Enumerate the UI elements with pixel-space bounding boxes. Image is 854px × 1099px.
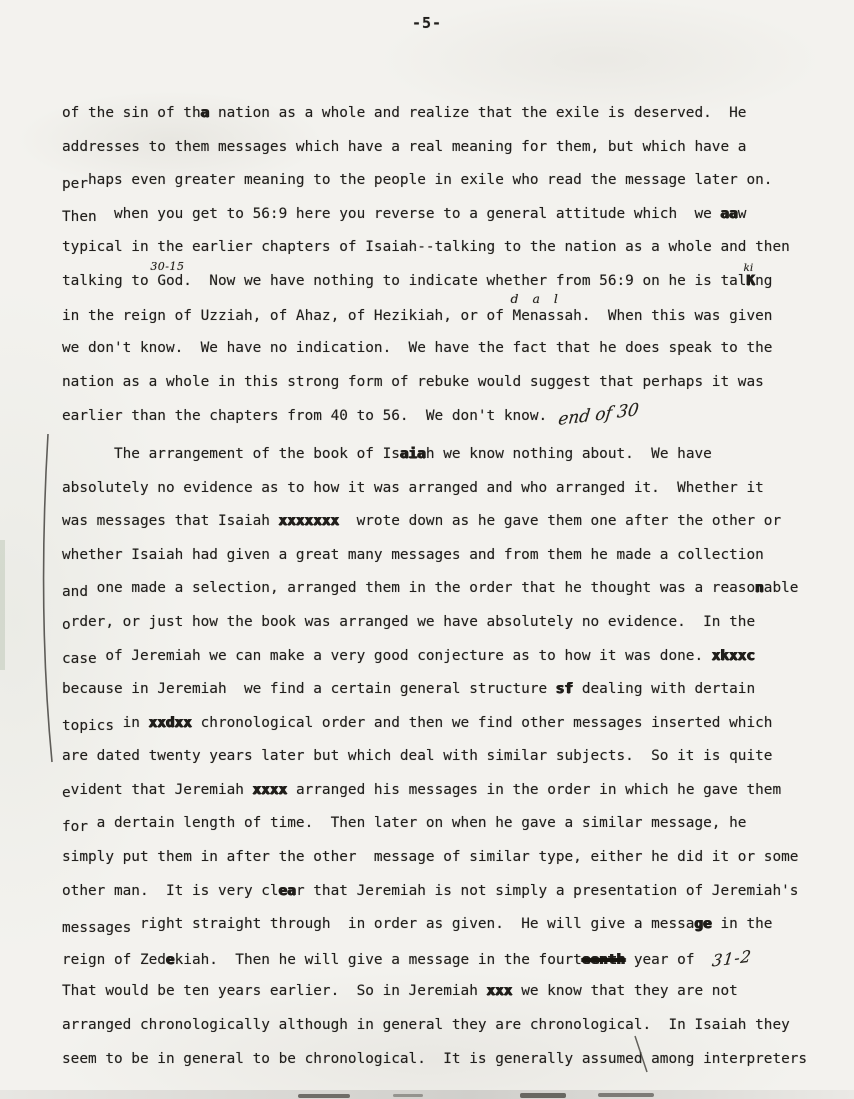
text-segment: K [746, 272, 756, 289]
text-segment: in the [711, 916, 773, 933]
scan-smudge [520, 1093, 566, 1098]
text-segment: when you get to 56:9 here you reverse to a general attitude which we [96, 205, 721, 222]
text-segment: nation as a whole in this strong form of rebuke would suggest that perhaps it was [62, 373, 764, 390]
document-line [62, 131, 808, 165]
text-segment: absolutely no evidence as to how it was arranged and who arranged it. Whether it [62, 479, 764, 496]
text-segment: Menassah. When this was given [512, 307, 773, 324]
scan-smudge [298, 1094, 350, 1098]
text-segment: and [62, 583, 88, 600]
document-line: talking to 30-15God. Now we have nothing to indicate whether from 56:9 on he is talkiKng [62, 259, 773, 289]
text-segment: chronological order and then we find other messages inserted which [191, 714, 773, 731]
handwritten-annotation: 31-2 [710, 946, 753, 971]
document-line [62, 438, 808, 472]
text-segment: of the sin of th [62, 105, 201, 121]
margin-pen-stroke [36, 428, 60, 768]
text-segment: in [113, 714, 149, 731]
document-line [62, 572, 808, 606]
text-segment: whether Isaiah had given a great many messages and from them he made a collection [62, 546, 764, 563]
text-segment: a dertain length of time. Then later on when he gave a similar message, he [88, 815, 747, 832]
text-segment: arranged chronologically although in general they are chronological. In Isaiah they [62, 1017, 790, 1034]
text-segment: other man. It is very cl [62, 882, 279, 899]
document-line [62, 841, 808, 875]
document-line [62, 198, 808, 232]
text-segment: in the reign of Uzziah, of Ahaz, of Hezikiah, or of [62, 307, 513, 324]
text-segment: a [200, 105, 210, 121]
text-segment: was messages that Isaiah [62, 513, 279, 530]
document-line: in the reign of Uzziah, of Ahaz, of Hezikiah, or of d a lMenassah. When this was given [62, 290, 773, 324]
text-segment: rder, or just how the book was arranged we have absolutely no evidence. In the [70, 613, 756, 630]
text-segment: sf [555, 681, 574, 698]
handwritten-annotation: end of 30 [556, 400, 640, 431]
text-segment: seem to be in general to be chronological. It is generally assumed among interpreters [62, 1050, 808, 1067]
text-segment: aa [720, 205, 738, 222]
document-line [62, 673, 808, 707]
document-line [62, 975, 808, 1009]
text-segment: reign of Zed [62, 951, 166, 968]
text-segment: xxxx [252, 781, 288, 798]
document-line [62, 164, 808, 198]
text-segment: o [62, 617, 71, 634]
text-segment: haps even greater meaning to the people in exile who read the message later on. [88, 172, 773, 189]
document-line [62, 740, 808, 774]
text-segment: one made a selection, arranged them in the order that he thought was a reaso [88, 580, 756, 597]
text-segment: e [165, 951, 175, 968]
text-segment: vident that Jeremiah [70, 781, 253, 798]
handwritten-slash-mark [630, 1034, 652, 1076]
text-segment: xkxxc [711, 647, 756, 664]
text-segment: arranged his messages in the order in which he gave them [287, 781, 782, 798]
document-line [62, 640, 808, 674]
text-segment: right straight through in order as given. He will give a messa [131, 916, 695, 933]
text-segment: case [62, 651, 97, 667]
paragraph [62, 97, 808, 433]
text-segment: xxx [486, 983, 513, 1000]
text-segment: able [763, 580, 799, 597]
text-segment: ge [694, 916, 712, 933]
document-line [62, 908, 808, 942]
text-segment: xxdxx [148, 714, 192, 731]
document-line [62, 875, 808, 909]
text-segment: r that Jeremiah is not simply a presentation of Jeremiah's [295, 882, 799, 899]
text-segment: Then [62, 209, 97, 226]
document-line [62, 707, 808, 741]
text-segment: are dated twenty years later but which deal with similar subjects. So it is quite [62, 748, 773, 765]
text-segment: e [62, 785, 71, 802]
document-line [62, 399, 808, 433]
text-segment: typical in the earlier chapters of Isaiah--talking to the nation as a whole and then [62, 239, 790, 256]
document-line [62, 807, 808, 841]
text-segment: of Jeremiah we can make a very good conjecture as to how it was done. [96, 647, 712, 664]
left-edge-tinge [0, 540, 5, 670]
text-segment: h we know nothing about. We have [425, 445, 712, 462]
document-line [62, 942, 808, 976]
text-segment: That would be ten years earlier. So in Jeremiah [62, 983, 487, 1000]
document-line [62, 1009, 808, 1043]
text-segment: w [737, 205, 747, 222]
page-number: -5- [411, 14, 443, 32]
text-segment: The arrangement of the book of Is [62, 445, 400, 462]
text-segment: ng [755, 272, 773, 289]
document-line [62, 97, 808, 131]
document-line [62, 1043, 808, 1077]
text-segment: talking to [62, 272, 158, 289]
document-body [62, 97, 808, 1076]
text-segment: we know that they are not [512, 983, 738, 1000]
text-segment: we don't know. We have no indication. We have the fact that he does speak to the [62, 340, 773, 357]
scan-smudge [598, 1093, 654, 1097]
text-segment: earlier than the chapters from 40 to 56. We don't know. [62, 408, 556, 425]
document-line [62, 505, 808, 539]
text-segment: n [755, 580, 764, 597]
text-segment: for [62, 818, 88, 835]
text-segment: addresses to them messages which have a real meaning for them, but which have a [62, 138, 747, 155]
document-line [62, 606, 808, 640]
paragraph [62, 438, 808, 1076]
text-segment: because in Jeremiah we find a certain general structure [62, 681, 556, 698]
document-line [62, 472, 808, 506]
text-segment: topics [62, 718, 114, 735]
document-line [62, 774, 808, 808]
scan-bottom-edge [0, 1090, 854, 1099]
text-segment: ea [278, 882, 296, 899]
text-segment: wrote down as he gave them one after the other or [339, 513, 782, 530]
text-segment: messages [62, 919, 132, 936]
document-line [62, 539, 808, 573]
text-segment: per [62, 175, 88, 192]
text-segment: eenth [581, 951, 626, 968]
text-segment: God. Now we have nothing to indicate whether from 56:9 on he is tal [157, 272, 747, 289]
text-segment: simply put them in after the other message of similar type, either he did it or some [62, 849, 799, 866]
text-segment: dealing with dertain [573, 681, 756, 698]
document-line [62, 366, 808, 400]
text-segment: year of [625, 951, 712, 968]
text-segment: aia [399, 445, 426, 462]
text-segment: kiah. Then he will give a message in the fourt [174, 951, 582, 968]
text-segment: nation as a whole and realize that the exile is deserved. He [209, 105, 747, 121]
document-line [62, 332, 808, 366]
scan-smudge [393, 1094, 423, 1097]
text-segment: xxxxxxx [278, 513, 340, 530]
